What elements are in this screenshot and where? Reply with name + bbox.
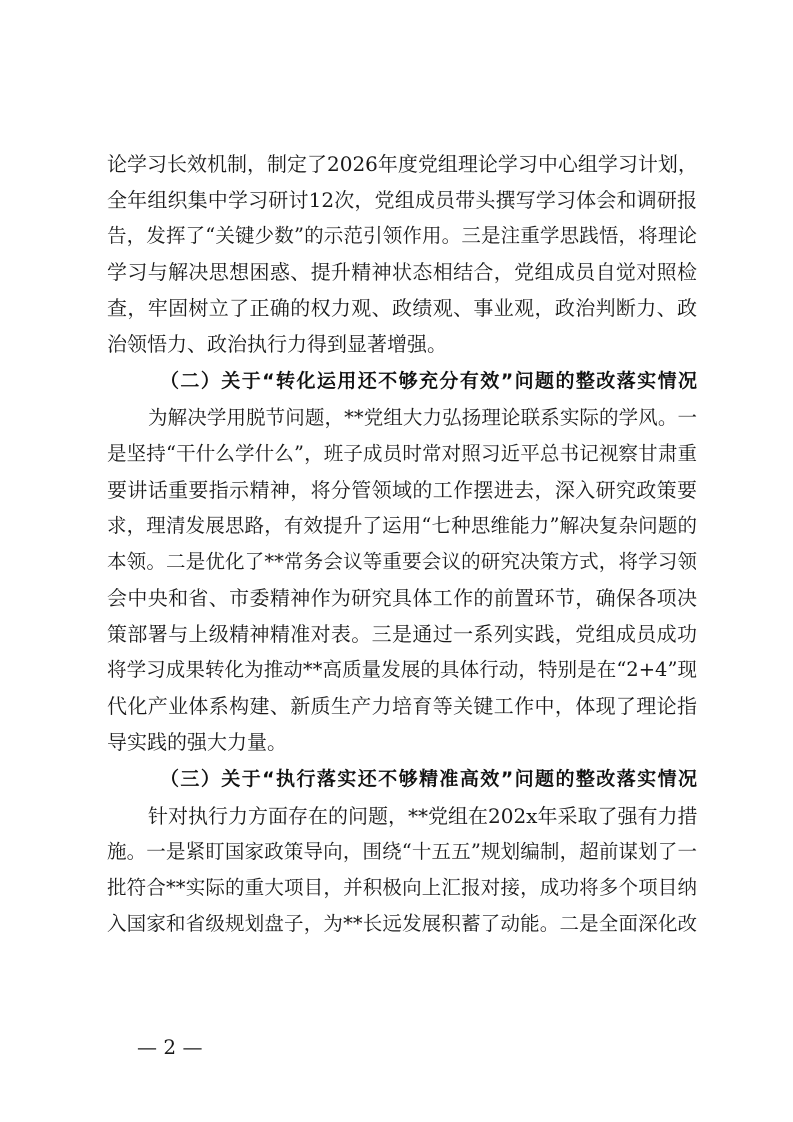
paragraph-line: 告，发挥了“关键少数”的示范引领作用。三是注重学思践悟，将理论 xyxy=(107,224,697,247)
paragraph-line: 针对执行力方面存在的问题，**党组在202x年采取了强有力措 xyxy=(148,804,698,828)
paragraph-line: 导实践的强大力量。 xyxy=(107,730,287,754)
paragraph-line: 入国家和省级规划盘子，为**长远发展积蓄了动能。二是全面深化改 xyxy=(107,912,697,935)
paragraph-line: 论学习长效机制，制定了2026年度党组理论学习中心组学习计划， xyxy=(107,152,698,176)
paragraph-line: 本领。二是优化了**常务会议等重要会议的研究决策方式，将学习领 xyxy=(107,550,697,573)
paragraph-line: 全年组织集中学习研讨12次，党组成员带头撰写学习体会和调研报 xyxy=(107,188,697,212)
paragraph-line: 策部署与上级精神精准对表。三是通过一系列实践，党组成员成功 xyxy=(107,622,697,646)
paragraph-line: 求，理清发展思路，有效提升了运用“七种思维能力”解决复杂问题的 xyxy=(107,514,697,537)
page-number: — 2 — xyxy=(137,1035,203,1059)
section-heading-2: （二）关于“转化运用还不够充分有效”问题的整改落实情况 xyxy=(160,370,697,392)
paragraph-line: 学习与解决思想困惑、提升精神状态相结合，党组成员自觉对照检 xyxy=(107,260,697,284)
paragraph-line: 施。一是紧盯国家政策导向，围绕“十五五”规划编制，超前谋划了一 xyxy=(107,840,697,863)
paragraph-line: 治领悟力、政治执行力得到显著增强。 xyxy=(107,332,447,356)
paragraph-line: 查，牢固树立了正确的权力观、政绩观、事业观，政治判断力、政 xyxy=(107,296,697,320)
paragraph-line: 会中央和省、市委精神作为研究具体工作的前置环节，确保各项决 xyxy=(107,586,697,610)
paragraph-line: 批符合**实际的重大项目，并积极向上汇报对接，成功将多个项目纳 xyxy=(107,876,697,899)
paragraph-line: 是坚持“干什么学什么”，班子成员时常对照习近平总书记视察甘肃重 xyxy=(107,442,697,465)
paragraph-line: 将学习成果转化为推动**高质量发展的具体行动，特别是在“2+4”现 xyxy=(107,658,697,681)
section-heading-3: （三）关于“执行落实还不够精准高效”问题的整改落实情况 xyxy=(160,768,697,790)
paragraph-line: 要讲话重要指示精神，将分管领域的工作摆进去，深入研究政策要 xyxy=(107,478,697,502)
paragraph-line: 代化产业体系构建、新质生产力培育等关键工作中，体现了理论指 xyxy=(107,694,697,718)
paragraph-line: 为解决学用脱节问题，**党组大力弘扬理论联系实际的学风。一 xyxy=(148,406,697,429)
